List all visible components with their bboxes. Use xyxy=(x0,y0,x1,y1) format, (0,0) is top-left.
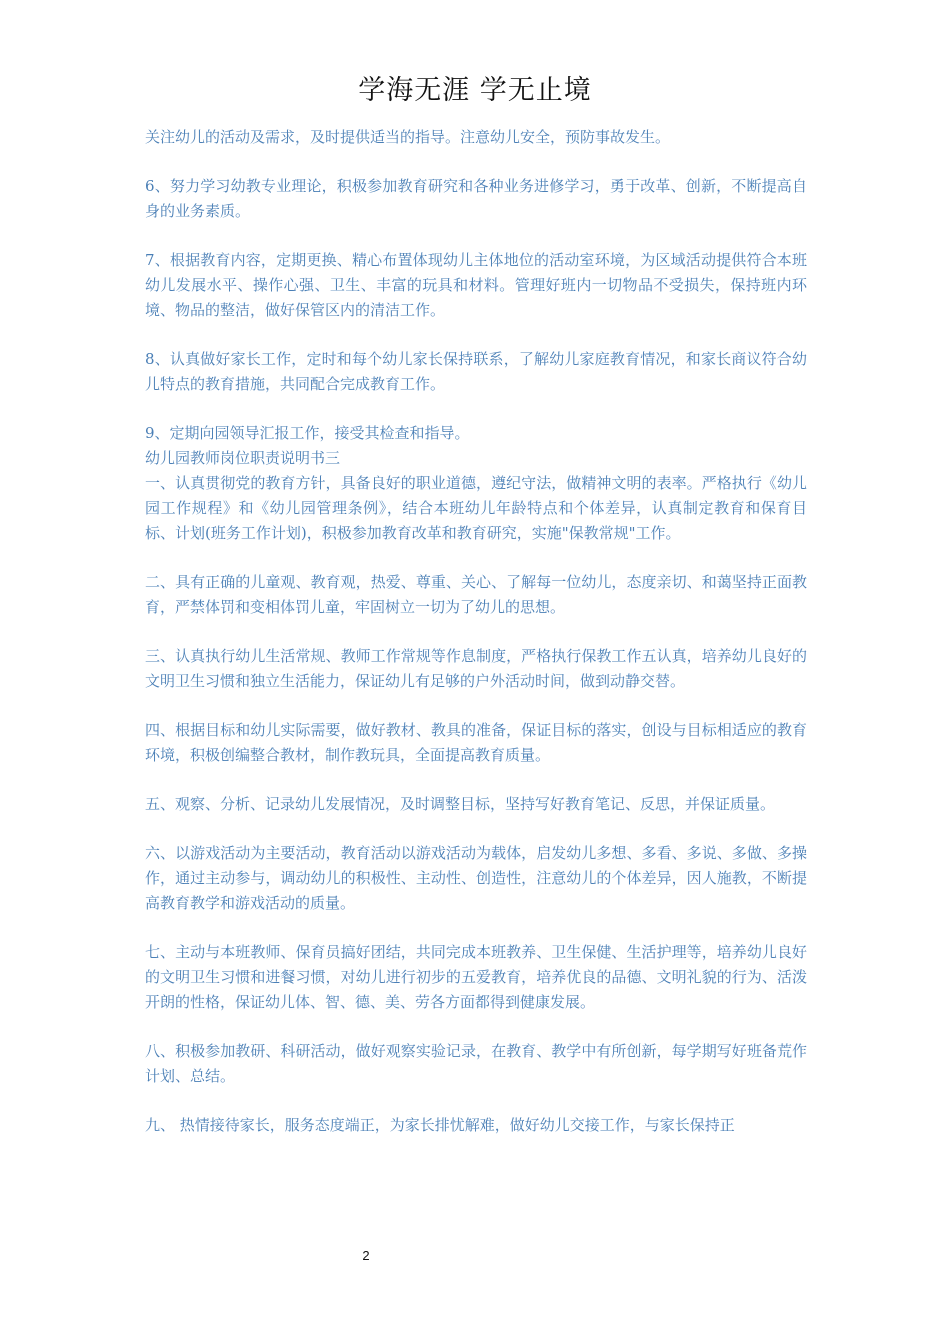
paragraph: 三、认真执行幼儿生活常规、教师工作常规等作息制度，严格执行保教工作五认真，培养幼儿良好的文明卫生习惯和独立生活能力，保证幼儿有足够的户外活动时间，做到动静交替。 xyxy=(145,647,807,690)
paragraph: 九、 热情接待家长，服务态度端正，为家长排忧解难，做好幼儿交接工作，与家长保持正 xyxy=(145,1116,735,1134)
paragraph: 6、努力学习幼教专业理论，积极参加教育研究和各种业务进修学习，勇于改革、创新，不断提高自身的业务素质。 xyxy=(145,177,807,220)
paragraph: 一、认真贯彻党的教育方针，具备良好的职业道德，遵纪守法，做精神文明的表率。严格执行《幼儿园工作规程》和《幼儿园管理条例》，结合本班幼儿年龄特点和个体差异，认真制定教育和保育目标、计划(班务工作计划)，积极参加教育改革和教育研究，实施"保教常规"工作。 xyxy=(145,474,807,542)
paragraph: 七、主动与本班教师、保育员搞好团结，共同完成本班教养、卫生保健、生活护理等，培养幼儿良好的文明卫生习惯和进餐习惯，对幼儿进行初步的五爱教育，培养优良的品德、文明礼貌的行为、活泼开朗的性格，保证幼儿体、智、德、美、劳各方面都得到健康发展。 xyxy=(145,943,807,1011)
paragraph: 7、根据教育内容，定期更换、精心布置体现幼儿主体地位的活动室环境，为区域活动提供符合本班幼儿发展水平、操作心强、卫生、丰富的玩具和材料。管理好班内一切物品不受损失，保持班内环境、物品的整洁，做好保管区内的清洁工作。 xyxy=(145,251,807,319)
paragraph: 9、定期向园领导汇报工作，接受其检查和指导。 xyxy=(145,424,470,442)
paragraph: 四、根据目标和幼儿实际需要，做好教材、教具的准备，保证目标的落实，创设与目标相适应的教育环境，积极创编整合教材，制作教玩具，全面提高教育质量。 xyxy=(145,721,807,764)
paragraph: 五、观察、分析、记录幼儿发展情况，及时调整目标，坚持写好教育笔记、反思，并保证质量。 xyxy=(145,795,776,813)
paragraph: 关注幼儿的活动及需求，及时提供适当的指导。注意幼儿安全，预防事故发生。 xyxy=(145,128,671,146)
page-number: 2 xyxy=(362,1248,370,1263)
section-title: 幼儿园教师岗位职责说明书三 xyxy=(145,449,341,467)
document-body xyxy=(145,125,807,1138)
paragraph: 二、具有正确的儿童观、教育观，热爱、尊重、关心、了解每一位幼儿，态度亲切、和蔼坚持正面教育，严禁体罚和变相体罚儿童，牢固树立一切为了幼儿的思想。 xyxy=(145,573,807,616)
paragraph: 八、积极参加教研、科研活动，做好观察实验记录，在教育、教学中有所创新，每学期写好班备荒作计划、总结。 xyxy=(145,1042,807,1085)
paragraph: 六、以游戏活动为主要活动，教育活动以游戏活动为载体，启发幼儿多想、多看、多说、多做、多操作，通过主动参与，调动幼儿的积极性、主动性、创造性，注意幼儿的个体差异，因人施教，不断提高教育教学和游戏活动的质量。 xyxy=(145,844,807,912)
page-header-title: 学海无涯 学无止境 xyxy=(358,75,592,106)
paragraph: 8、认真做好家长工作，定时和每个幼儿家长保持联系，了解幼儿家庭教育情况，和家长商议符合幼儿特点的教育措施，共同配合完成教育工作。 xyxy=(145,350,807,393)
